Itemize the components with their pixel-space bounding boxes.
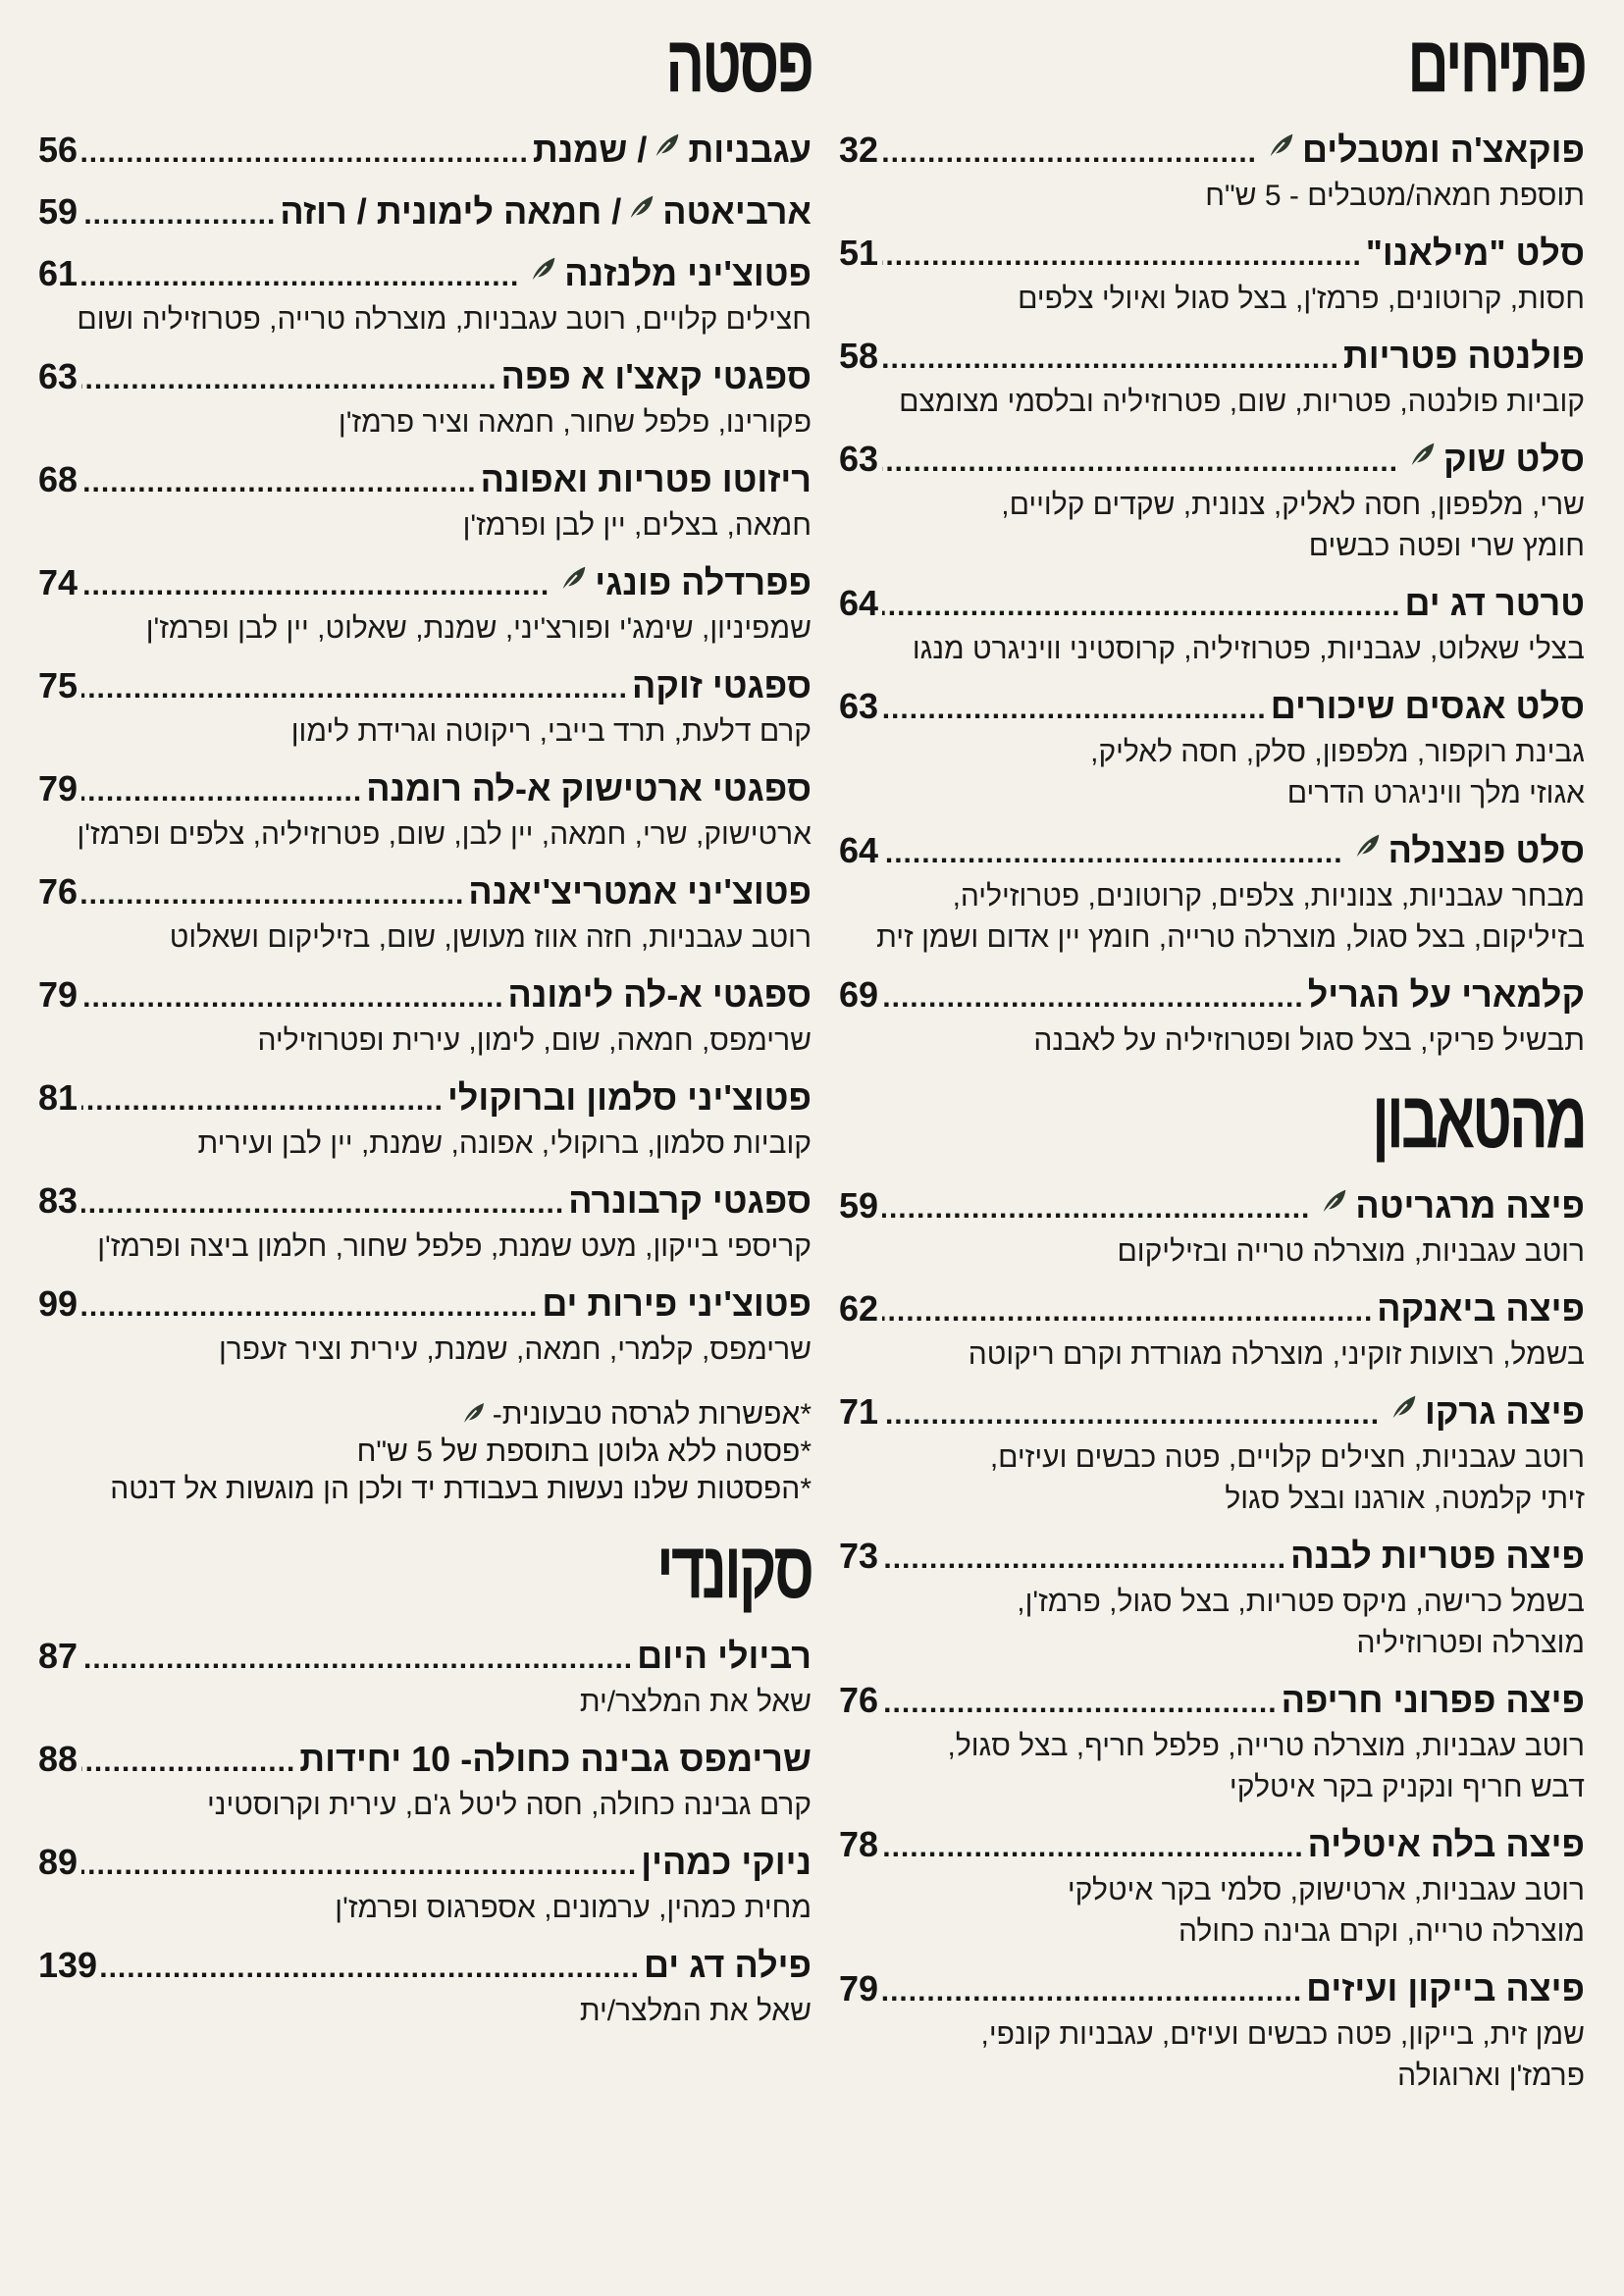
dot-leader <box>882 130 1257 176</box>
menu-item-description: שאל את המלצר/ית <box>579 1686 812 1718</box>
pasta-list <box>38 128 812 1371</box>
menu-item-description: מוצרלה טרייה, וקרם גבינה כחולה <box>1178 1915 1585 1948</box>
dot-leader <box>81 1284 538 1330</box>
leaf-icon <box>527 252 560 286</box>
menu-item-name: פיצה בלה איטליה <box>1307 1824 1585 1864</box>
menu-item-description: שמן זית, בייקון, פטה כבשים ועיזים, עגבניות קונפי, <box>980 2018 1585 2051</box>
menu-item <box>38 1943 812 2032</box>
leaf-icon <box>1351 829 1385 862</box>
dot-leader <box>882 1681 1278 1726</box>
menu-item-name: פטוצ'יני פירות ים <box>542 1283 812 1324</box>
menu-item-price: 63 <box>38 356 79 396</box>
menu-item-name: ספגטי קאצ'ו א פפה <box>500 356 812 396</box>
menu-item-name: ספגטי ארטישוק א-לה רומנה <box>366 768 812 809</box>
menu-item-name: סלט פנצנלה <box>1388 830 1585 870</box>
menu-item-name: ריזוטו פטריות ואפונה <box>480 459 812 499</box>
menu-item <box>839 231 1585 320</box>
section-title-secondi: סקונדי <box>656 1526 812 1615</box>
menu-item-header <box>839 972 1585 1020</box>
menu-item-price: 74 <box>38 562 79 602</box>
menu-item-header <box>839 1286 1585 1334</box>
menu-item-description: רוטב עגבניות, חזה אווז מעושן, שום, בזיליקום ושאלוט <box>169 921 812 954</box>
menu-item-price: 64 <box>839 830 879 870</box>
menu-item-header <box>38 128 812 176</box>
menu-item-description: חומץ שרי ופטה כבשים <box>1308 530 1585 562</box>
menu-item <box>38 251 812 340</box>
leaf-icon <box>1388 1390 1421 1424</box>
menu-item-description: דבש חריף ונקניק בקר איטלקי <box>1229 1771 1585 1803</box>
menu-item-header <box>839 1534 1585 1582</box>
menu-item <box>839 1389 1585 1520</box>
menu-item <box>839 1534 1585 1664</box>
menu-item-description: רוטב עגבניות, מוצרלה טרייה ובזיליקום <box>1117 1235 1585 1268</box>
menu-item-description: שרימפס, חמאה, שום, לימון, עירית ופטרוזיליה <box>257 1024 812 1057</box>
leaf-icon <box>1406 438 1440 471</box>
menu-item-price: 51 <box>839 233 879 273</box>
menu-item-price: 56 <box>38 130 79 170</box>
menu-item-header <box>38 1178 812 1226</box>
menu-item <box>38 869 812 959</box>
menu-item-price: 69 <box>839 974 879 1015</box>
menu-item-name: פיצה בייקון ועיזים <box>1306 1968 1585 2009</box>
dot-leader <box>81 769 362 814</box>
menu-item-name: שרימפס גבינה כחולה- 10 יחידות <box>299 1739 812 1779</box>
menu-item-header <box>839 828 1585 876</box>
menu-item-description: זיתי קלמטה, אורגנו ובצל סגול <box>1225 1483 1585 1515</box>
menu-item-name: פיצה מרגריטה <box>1355 1185 1585 1226</box>
dot-leader <box>81 1078 444 1123</box>
menu-item <box>839 128 1585 217</box>
menu-item-price: 79 <box>839 1968 879 2009</box>
menu-item-price: 32 <box>839 130 879 170</box>
menu-item-price: 78 <box>839 1824 879 1864</box>
menu-item-description: קרם דלעת, תרד בייבי, ריקוטה וגרידת לימון <box>290 715 812 748</box>
dot-leader <box>882 234 1362 279</box>
menu-item-price: 83 <box>38 1180 79 1221</box>
menu-item-description: חסות, קרוטונים, פרמז'ן, בצל סגול ואיולי צלפים <box>1018 283 1585 315</box>
menu-item-name: עגבניות <box>688 130 812 170</box>
menu-item-name: ניוקי כמהין <box>641 1842 812 1882</box>
menu-item <box>839 1822 1585 1953</box>
menu-item-price: 58 <box>839 336 879 376</box>
menu-item-name-extra: / חמאה לימונית / רוזה <box>280 191 622 232</box>
menu-item-name: טרטר דג ים <box>1404 583 1585 623</box>
menu-item <box>839 437 1585 567</box>
dot-leader <box>882 1825 1304 1870</box>
menu-item-name: סלט שוק <box>1443 439 1585 479</box>
menu-item-header <box>839 128 1585 176</box>
menu-item-description: שאל את המלצר/ית <box>579 1995 812 2027</box>
menu-item-name: פילה דג ים <box>644 1945 812 1985</box>
menu-item <box>38 1840 812 1929</box>
menu-item <box>839 1183 1585 1273</box>
menu-item-header <box>38 869 812 917</box>
menu-item <box>839 828 1585 959</box>
menu-item-header <box>839 1678 1585 1726</box>
menu-item-price: 64 <box>839 583 879 623</box>
menu-item-description: קרם גבינה כחולה, חסה ליטל ג'ם, עירית וקרוסטיני <box>207 1789 812 1821</box>
menu-item-description: גבינת רוקפור, מלפפון, סלק, חסה לאליק, <box>1090 736 1585 768</box>
menu-item-description: ארטישוק, שרי, חמאה, יין לבן, שום, פטרוזיליה, צלפים ופרמז'ן <box>77 818 812 851</box>
dot-leader <box>882 584 1400 629</box>
dot-leader <box>882 975 1304 1020</box>
menu-item-description: פרמז'ן וארוגולה <box>1397 2060 1585 2092</box>
leaf-icon <box>557 561 591 595</box>
menu-item-name: ספגטי א-לה לימונה <box>507 974 812 1015</box>
dot-leader <box>81 192 276 237</box>
menu-item-name: ספגטי קרבונרה <box>568 1180 812 1221</box>
menu-item <box>839 1678 1585 1808</box>
menu-item-description: מוצרלה ופטרוזיליה <box>1356 1627 1585 1659</box>
menu-item-description: מבחר עגבניות, צנוניות, צלפים, קרוטונים, פטרוזיליה, <box>952 880 1585 913</box>
leaf-icon <box>459 1398 489 1428</box>
menu-item-header <box>839 1822 1585 1870</box>
menu-item-price: 73 <box>839 1536 879 1576</box>
pasta-notes <box>38 1396 812 1508</box>
menu-item-price: 59 <box>38 191 79 232</box>
menu-item-header <box>38 1281 812 1330</box>
right-column <box>839 20 1585 2111</box>
note-gluten-free: *פסטה ללא גלוטן בתוספת של 5 ש"ח <box>356 1435 812 1468</box>
menu-item <box>38 457 812 547</box>
secondi-list <box>38 1634 812 2032</box>
menu-item-header <box>38 189 812 237</box>
dot-leader <box>882 1186 1310 1231</box>
dot-leader <box>81 130 529 176</box>
menu-item-header <box>38 457 812 505</box>
menu-item-description: חצילים קלויים, רוטב עגבניות, מוצרלה טרייה, פטרוזיליה ושום <box>77 303 812 336</box>
menu-item-name: פיצה פטריות לבנה <box>1290 1536 1585 1576</box>
menu-item-description: רוטב עגבניות, ארטישוק, סלמי בקר איטלקי <box>1067 1874 1585 1906</box>
menu-item-price: 61 <box>38 253 79 293</box>
note-handmade: *הפסטות שלנו נעשות בעבודת יד ולכן הן מוגשות אל דנטה <box>110 1473 812 1505</box>
menu-item-price: 71 <box>839 1391 879 1432</box>
menu-item <box>38 1634 812 1723</box>
menu-item-header <box>839 231 1585 279</box>
section-title-pasta: פסטה <box>665 20 812 109</box>
dot-leader <box>81 460 477 505</box>
dot-leader <box>81 1740 295 1785</box>
menu-item-name: פיצה גרקו <box>1425 1391 1585 1432</box>
menu-item <box>839 334 1585 423</box>
menu-item-header <box>38 663 812 711</box>
dot-leader <box>81 975 504 1020</box>
leaf-icon <box>651 129 684 162</box>
dot-leader <box>882 1969 1302 2014</box>
menu-item-header <box>38 560 812 608</box>
menu-item-description: בשמל כרישה, מיקס פטריות, בצל סגול, פרמז'ן, <box>1017 1586 1585 1618</box>
menu-item-description: מחית כמהין, ערמונים, אספרגוס ופרמז'ן <box>335 1892 812 1924</box>
menu-item-price: 87 <box>38 1636 79 1676</box>
menu-item-name: פיצה ביאנקה <box>1377 1288 1585 1329</box>
menu-item-price: 79 <box>38 974 79 1015</box>
menu-item-name: פפרדלה פונגי <box>595 562 812 602</box>
menu-item-description: תוספת חמאה/מטבלים - 5 ש"ח <box>1205 180 1585 212</box>
menu-item <box>38 1281 812 1371</box>
menu-item-price: 79 <box>38 768 79 809</box>
section-title-starters: פתיחים <box>1407 20 1585 109</box>
menu-item-description: קוביות סלמון, ברוקולי, אפונה, שמנת, יין לבן ועירית <box>197 1127 812 1160</box>
menu-item-name: קלמארי על הגריל <box>1307 974 1585 1015</box>
menu-item <box>38 1178 812 1268</box>
menu-item-header <box>38 1943 812 1991</box>
menu-item-name: פטוצ'יני מלנזנה <box>564 253 812 293</box>
menu-item-name: רביולי היום <box>637 1636 812 1676</box>
menu-item-header <box>839 1389 1585 1437</box>
left-column <box>38 20 812 2046</box>
menu-item-description: בזיליקום, בצל סגול, מוצרלה טרייה, חומץ יין אדום ושמן זית <box>876 921 1585 954</box>
menu-item-price: 76 <box>38 871 79 912</box>
dot-leader <box>882 1537 1286 1582</box>
dot-leader <box>81 254 519 299</box>
menu-item-description: רוטב עגבניות, מוצרלה טרייה, פלפל חריף, בצל סגול, <box>947 1730 1585 1762</box>
menu-item <box>839 1286 1585 1376</box>
section-title-oven: מהטאבון <box>1372 1075 1585 1165</box>
menu-item-price: 99 <box>38 1283 79 1324</box>
menu-item-description: שרימפס, קלמרי, חמאה, שמנת, עירית וציר זעפרן <box>218 1333 812 1366</box>
menu-item <box>38 128 812 176</box>
menu-item <box>38 663 812 753</box>
dot-leader <box>101 1946 640 1991</box>
menu-item-header <box>38 972 812 1020</box>
menu-item <box>38 354 812 444</box>
menu-item-name: פולנטה פטריות <box>1342 336 1585 376</box>
menu-item-header <box>839 334 1585 382</box>
menu-item <box>38 766 812 856</box>
menu-item-description: פקורינו, פלפל שחור, חמאה וציר פרמז'ן <box>338 406 812 439</box>
menu-item-price: 68 <box>38 459 79 499</box>
dot-leader <box>81 1637 633 1682</box>
dot-leader <box>81 563 550 608</box>
dot-leader <box>81 357 498 402</box>
menu-item-price: 139 <box>38 1945 98 1985</box>
menu-item-description: שרי, מלפפון, חסה לאליק, צנונית, שקדים קלויים, <box>1001 489 1585 521</box>
menu-item-header <box>839 1183 1585 1231</box>
menu-item-description: קריספי בייקון, מעט שמנת, פלפל שחור, חלמון ביצה ופרמז'ן <box>97 1230 812 1263</box>
menu-item-name: ספגטי זוקה <box>631 665 812 705</box>
dot-leader <box>81 666 628 711</box>
menu-item-description: בצלי שאלוט, עגבניות, פטרוזיליה, קרוסטיני וויניגרט מנגו <box>912 633 1585 665</box>
dot-leader <box>81 1843 637 1888</box>
menu-item-price: 76 <box>839 1680 879 1720</box>
menu-item <box>839 972 1585 1062</box>
menu-item-header <box>839 684 1585 732</box>
menu-item-description: בשמל, רצועות זוקיני, מוצרלה מגורדת וקרם ריקוטה <box>968 1338 1585 1371</box>
menu-item-name: פטוצ'יני אמטריצ'יאנה <box>468 871 812 912</box>
menu-item-header <box>839 437 1585 485</box>
leaf-icon <box>625 190 658 224</box>
menu-item-description: רוטב עגבניות, חצילים קלויים, פטה כבשים ועיזים, <box>989 1441 1585 1474</box>
menu-item-name: פוקאצ'ה ומטבלים <box>1302 130 1585 170</box>
menu-item <box>38 1737 812 1826</box>
dot-leader <box>882 687 1267 732</box>
menu-item-price: 62 <box>839 1288 879 1329</box>
menu-item-description: אגוזי מלך וויניגרט הדרים <box>1286 777 1585 809</box>
menu-item-name: פטוצ'יני סלמון וברוקולי <box>446 1077 812 1118</box>
menu-item <box>839 684 1585 814</box>
menu-item-description: תבשיל פריקי, בצל סגול ופטרוזיליה על לאבנה <box>1033 1024 1585 1057</box>
dot-leader <box>882 1289 1373 1334</box>
menu-item-header <box>38 1075 812 1123</box>
starters-list <box>839 128 1585 1062</box>
menu-item-price: 75 <box>38 665 79 705</box>
note-vegan: *אפשרות לגרסה טבעונית- <box>38 1396 812 1434</box>
menu-item-price: 63 <box>839 686 879 726</box>
menu-item-price: 59 <box>839 1185 879 1226</box>
menu-item <box>38 189 812 237</box>
dot-leader <box>882 440 1398 485</box>
oven-list <box>839 1183 1585 2097</box>
menu-item <box>38 972 812 1062</box>
menu-item-header <box>839 1966 1585 2014</box>
dot-leader <box>882 337 1339 382</box>
menu-item <box>839 1966 1585 2097</box>
menu-item-name: פיצה פפרוני חריפה <box>1281 1680 1585 1720</box>
menu-item-name: סלט "מילאנו" <box>1365 233 1585 273</box>
menu-item-name-extra: / שמנת <box>532 130 648 170</box>
dot-leader <box>882 1392 1380 1437</box>
menu-item-price: 63 <box>839 439 879 479</box>
menu-item <box>38 1075 812 1165</box>
menu-item-header <box>38 1634 812 1682</box>
dot-leader <box>81 1181 564 1226</box>
menu-item-header <box>38 354 812 402</box>
menu-item-header <box>38 1737 812 1785</box>
menu-item-name: סלט אגסים שיכורים <box>1270 686 1585 726</box>
menu-item <box>839 581 1585 670</box>
menu-item-header <box>38 251 812 299</box>
menu-item-name: ארביאטה <box>662 191 812 232</box>
menu-item-header <box>38 1840 812 1888</box>
menu-item-description: קוביות פולנטה, פטריות, שום, פטרוזיליה ובלסמי מצומצם <box>899 386 1585 418</box>
menu-item-description: חמאה, בצלים, יין לבן ופרמז'ן <box>462 509 812 542</box>
menu-item <box>38 560 812 650</box>
leaf-icon <box>1318 1184 1351 1218</box>
menu-item-description: שמפיניון, שימג'י ופורצ'יני, שמנת, שאלוט, יין לבן ופרמז'ן <box>145 612 812 645</box>
menu-item-price: 88 <box>38 1739 79 1779</box>
menu-item-price: 89 <box>38 1842 79 1882</box>
menu-item-header <box>38 766 812 814</box>
dot-leader <box>81 872 464 917</box>
menu-item-header <box>839 581 1585 629</box>
dot-leader <box>882 831 1343 876</box>
menu-item-price: 81 <box>38 1077 79 1118</box>
leaf-icon <box>1265 129 1298 162</box>
